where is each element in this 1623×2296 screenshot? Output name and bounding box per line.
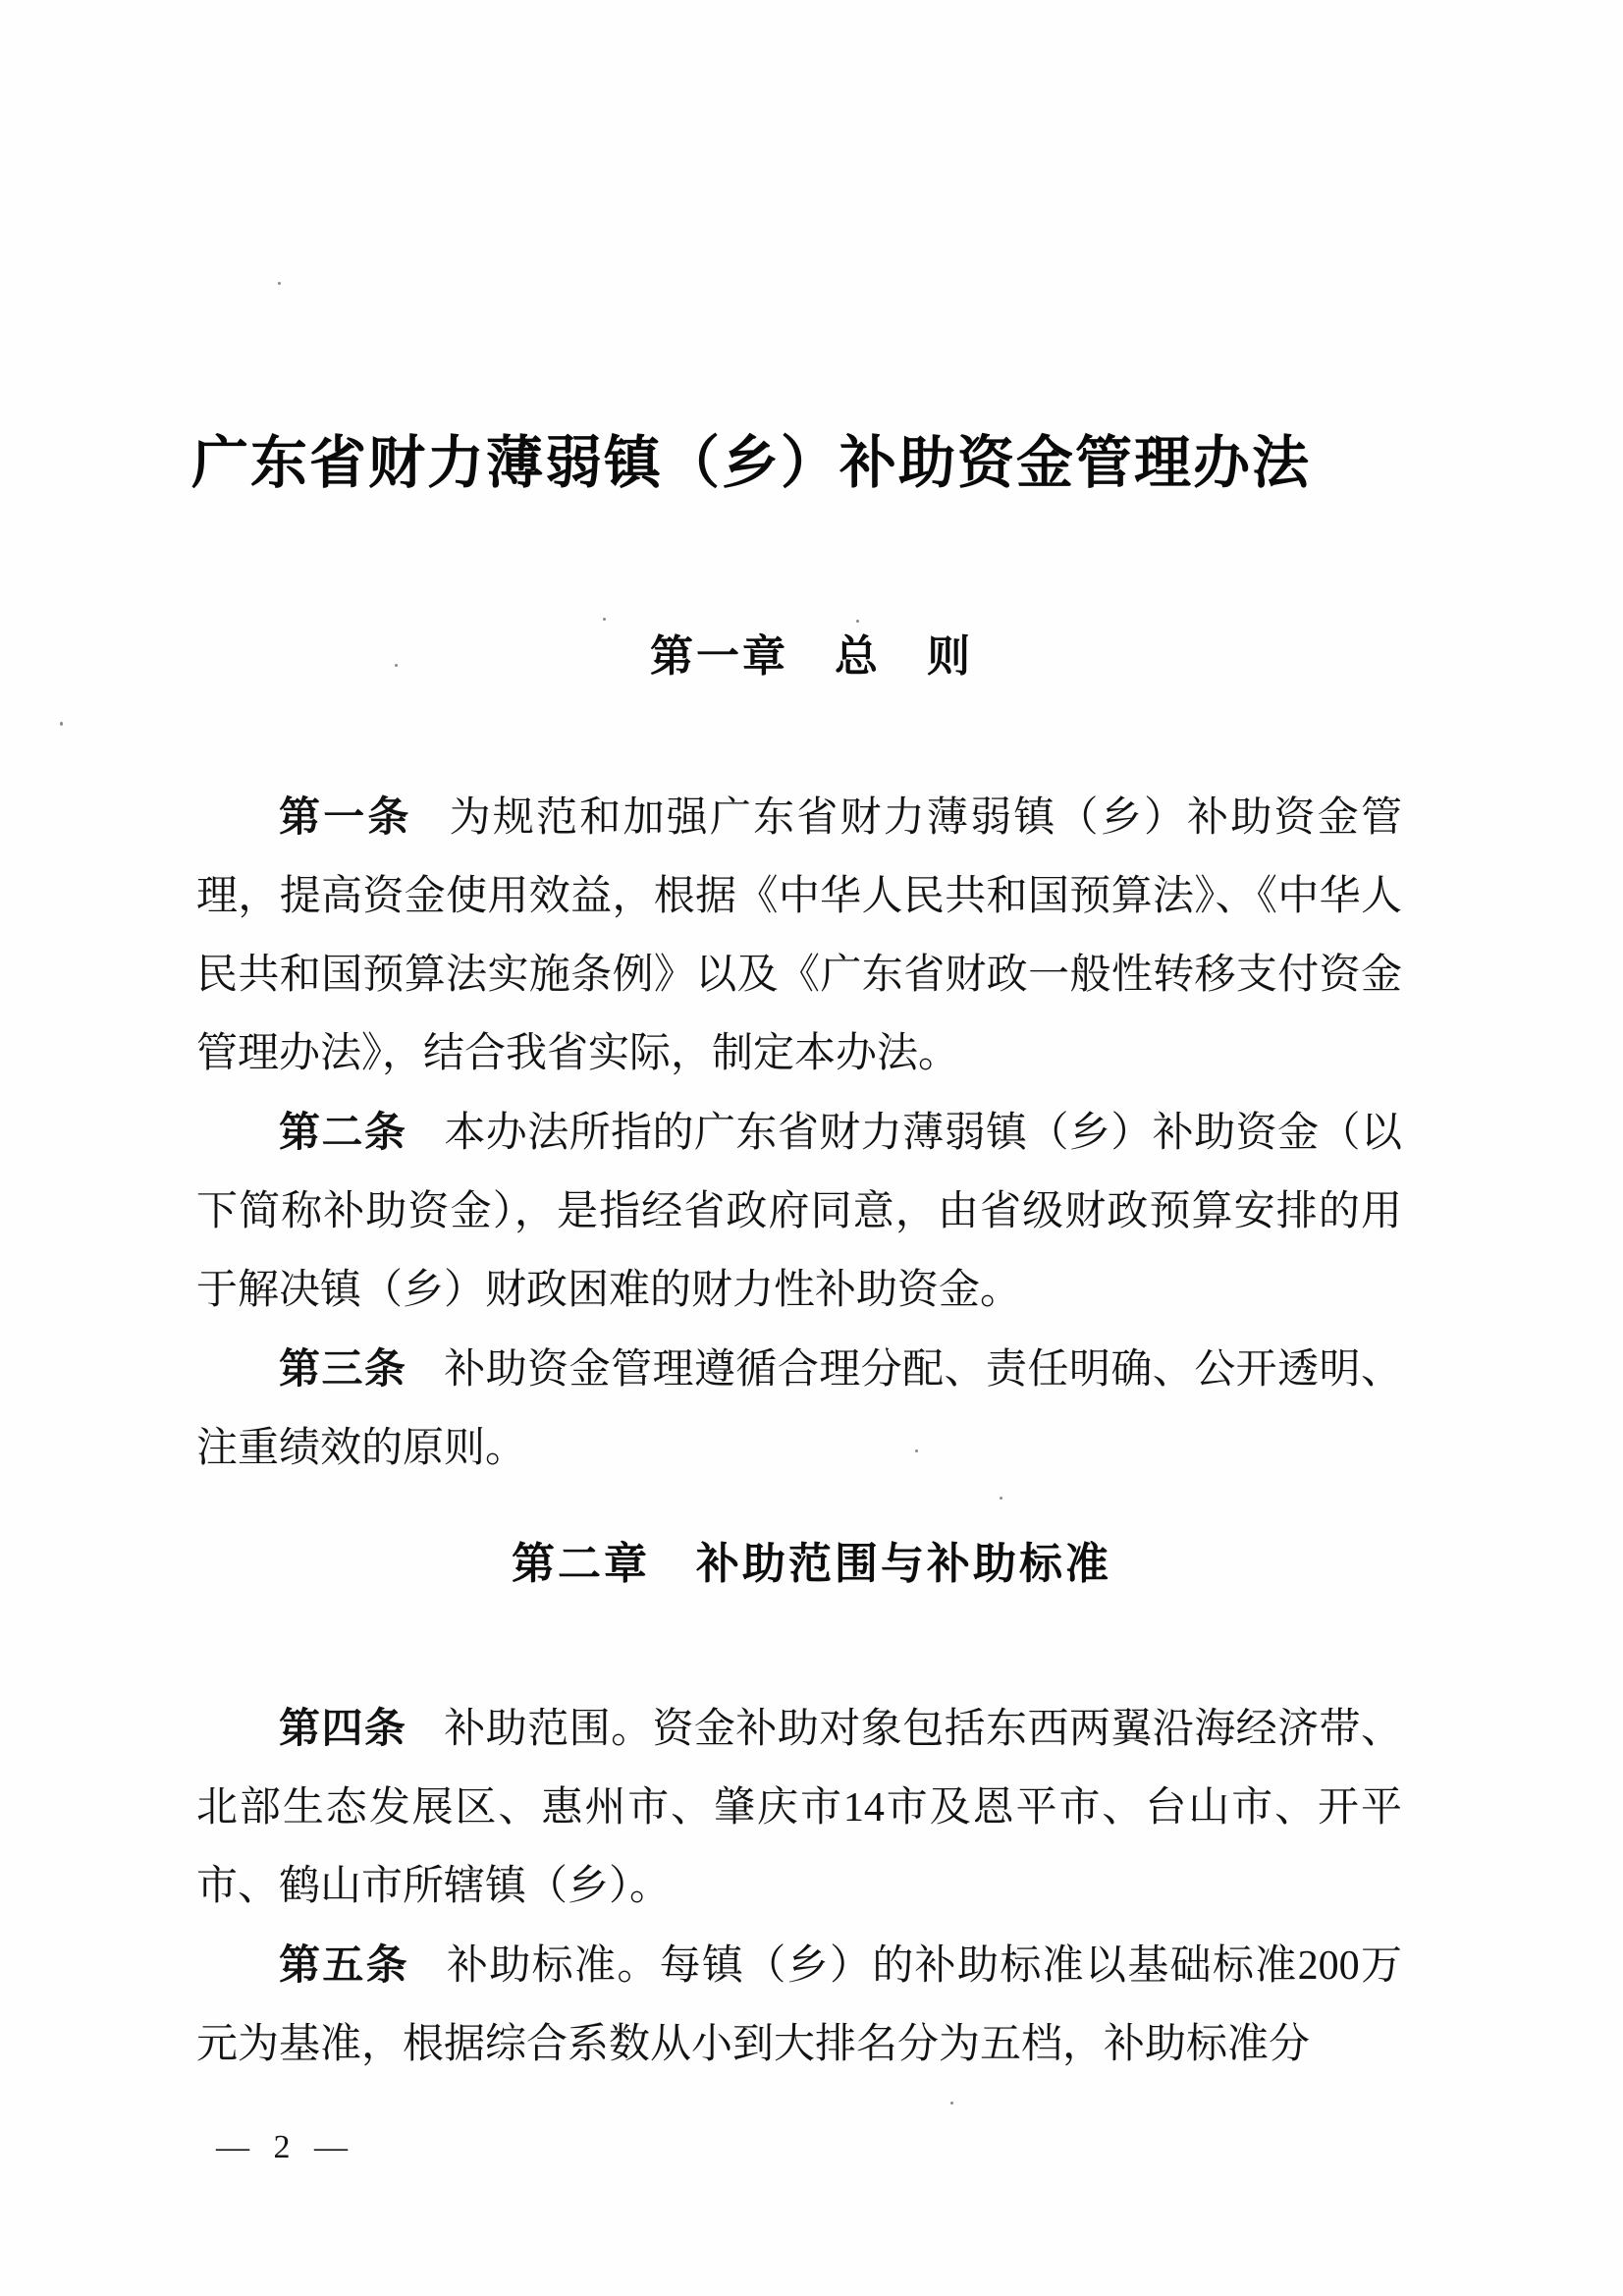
article-2-text: 本办法所指的广东省财力薄弱镇（乡）补助资金（以下简称补助资金），是指经省政府同意，由省级财政预算安排的用于解决镇（乡）财政困难的财力性补助资金。	[196, 1111, 1402, 1313]
article-3-paragraph	[196, 1330, 1402, 1488]
article-1-number: 第一条	[279, 793, 412, 840]
article-1-paragraph	[196, 778, 1402, 1093]
scan-speck	[1000, 1497, 1002, 1500]
article-5-text: 补助标准。每镇（乡）的补助标准以基础标准200万元为基准，根据综合系数从小到大排名分为五档，补助标准分	[196, 1943, 1402, 2067]
article-5-paragraph	[196, 1926, 1402, 2084]
article-4-paragraph	[196, 1689, 1402, 1926]
chapter-2-body	[196, 1689, 1402, 2084]
scan-speck	[60, 722, 63, 726]
article-3-text: 补助资金管理遵循合理分配、责任明确、公开透明、注重绩效的原则。	[196, 1347, 1402, 1471]
article-2-number: 第二条	[279, 1109, 407, 1155]
article-4-number: 第四条	[279, 1705, 407, 1751]
chapter-1-heading: 第一章 总 则	[650, 632, 973, 681]
article-1-text: 为规范和加强广东省财力薄弱镇（乡）补助资金管理，提高资金使用效益，根据《中华人民共和国预算法》、《中华人民共和国预算法实施条例》以及《广东省财政一般性转移支付资金管理办法》，结合我省实际，制定本办法。	[196, 795, 1402, 1076]
chapter-1-body	[196, 778, 1402, 1488]
document-title: 广东省财力薄弱镇（乡）补助资金管理办法	[190, 431, 1311, 495]
article-2-paragraph	[196, 1093, 1402, 1330]
chapter-2-heading: 第二章 补助范围与补助标准	[512, 1540, 1111, 1588]
article-5-number: 第五条	[279, 1941, 409, 1988]
scan-speck	[278, 282, 281, 285]
article-4-text: 补助范围。资金补助对象包括东西两翼沿海经济带、北部生态发展区、惠州市、肇庆市14市及恩平市、台山市、开平市、鹤山市所辖镇（乡）。	[196, 1707, 1402, 1909]
page-number: — 2 —	[216, 2129, 355, 2165]
article-3-number: 第三条	[279, 1345, 407, 1392]
scan-speck	[950, 2102, 953, 2105]
